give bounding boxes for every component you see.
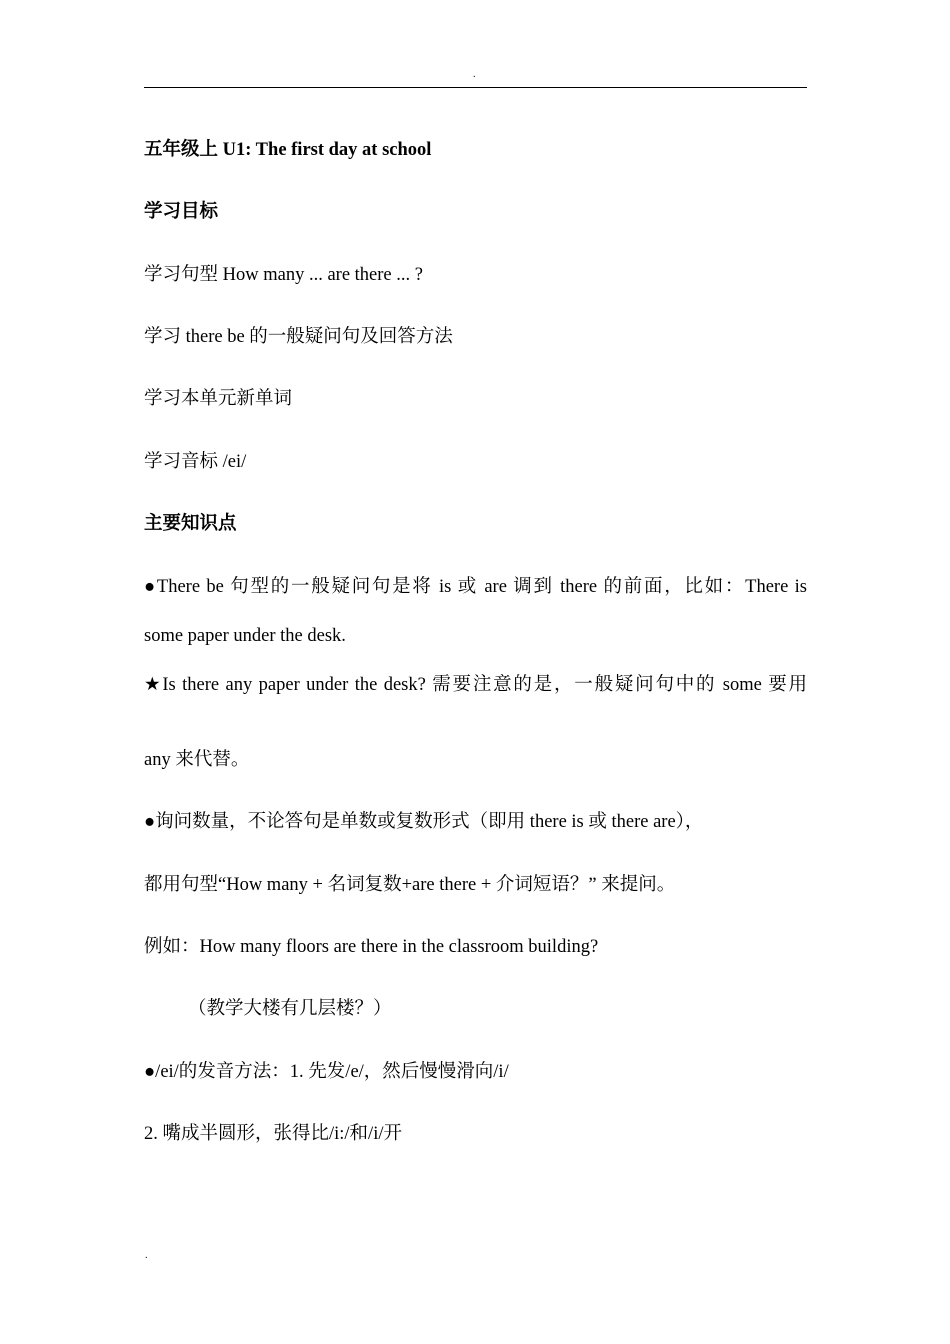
document-title: 五年级上 U1: The first day at school	[144, 140, 432, 160]
objective-item: 学习 there be 的一般疑问句及回答方法	[144, 327, 453, 347]
knowledge-point-4-cont: 2. 嘴成半圆形，张得比/i:/和/i/开	[144, 1124, 402, 1144]
objectives-heading: 学习目标	[144, 202, 219, 222]
knowledge-point-1: ●There be 句型的一般疑问句是将 is 或 are 调到 there 的前面，比如：There is	[144, 577, 807, 597]
objective-item: 学习句型 How many ... are there ... ?	[144, 265, 423, 285]
knowledge-point-2-cont: any 来代替。	[144, 750, 250, 770]
footer-mark: .	[145, 1250, 148, 1261]
knowledge-point-4: ●/ei/的发音方法：1. 先发/e/，然后慢慢滑向/i/	[144, 1062, 509, 1082]
example-translation: （教学大楼有几层楼？）	[188, 999, 392, 1019]
knowledge-point-1-cont: some paper under the desk.	[144, 626, 346, 646]
header-rule	[144, 87, 807, 88]
knowledge-point-3: ●询问数量，不论答句是单数或复数形式（即用 there is 或 there are），	[144, 812, 704, 832]
knowledge-heading: 主要知识点	[144, 514, 237, 534]
knowledge-point-3-cont: 都用句型“How many + 名词复数+are there + 介词短语？” 来提问。	[144, 875, 676, 895]
objective-item: 学习本单元新单词	[144, 389, 293, 409]
objective-item: 学习音标 /ei/	[144, 452, 247, 472]
example-sentence: 例如：How many floors are there in the classroom building?	[144, 937, 599, 957]
knowledge-point-2: ★Is there any paper under the desk? 需要注意的是，一般疑问句中的 some 要用	[144, 675, 807, 695]
header-mark: .	[473, 69, 476, 80]
